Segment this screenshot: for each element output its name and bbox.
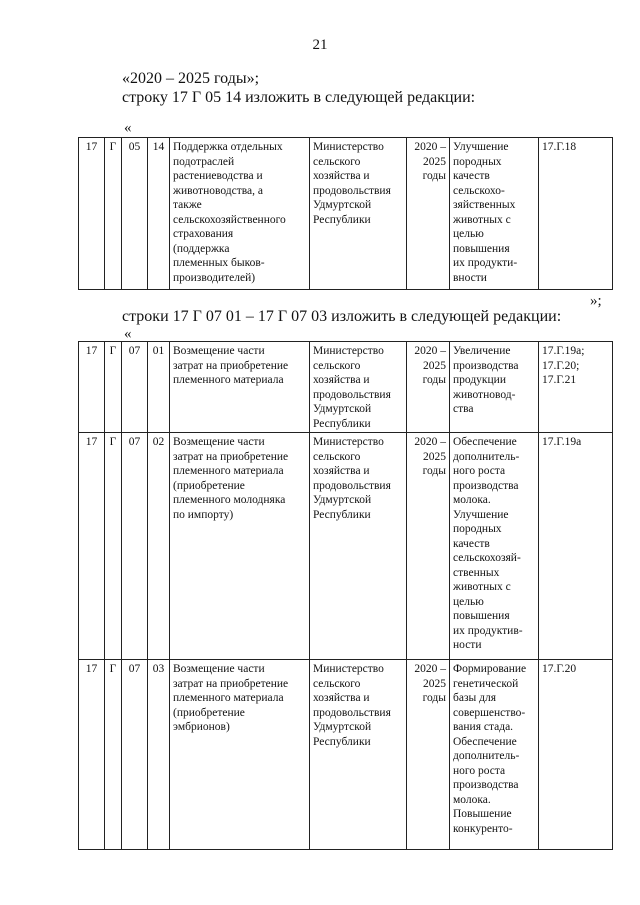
table-row: [79, 342, 613, 433]
measure-name-cell: Возмещение части затрат на приобретение племенного материала: [170, 342, 310, 433]
measure-name-cell: Возмещение части затрат на приобретение племенного материала (приобретение эмбрионов): [170, 660, 310, 850]
page-number: 21: [312, 37, 328, 53]
code-col-3-cell: 07: [122, 660, 148, 850]
code-col-2-cell: Г: [105, 433, 122, 660]
close-quote-1: »;: [590, 293, 602, 309]
measure-name-cell: Возмещение части затрат на приобретение племенного материала (приобретение племенного молодняка по импорту): [170, 433, 310, 660]
open-quote-1: «: [124, 120, 132, 136]
code-col-3-cell: 07: [122, 433, 148, 660]
code-col-2-cell: Г: [105, 342, 122, 433]
code-col-1-cell: 17: [79, 138, 105, 290]
table-row-17g0514: [78, 137, 613, 290]
instruction-line-2: строки 17 Г 07 01 – 17 Г 07 03 изложить в следующей редакции:: [122, 308, 562, 325]
table-row: [79, 660, 613, 850]
measure-name-cell: Поддержка отдельных подотраслей растениеводства и животноводства, а также сельскохозяйственного страхования (поддержка племенных быков- производителей): [170, 138, 310, 290]
code-col-1-cell: 17: [79, 433, 105, 660]
code-col-3-cell: 07: [122, 342, 148, 433]
instruction-line-1: строку 17 Г 05 14 изложить в следующей редакции:: [122, 89, 476, 106]
period-cell: 2020 – 2025 годы: [407, 342, 450, 433]
code-col-1-cell: 17: [79, 660, 105, 850]
table-row: [79, 138, 613, 290]
code-col-4-cell: 14: [148, 138, 170, 290]
open-quote-2: «: [124, 326, 132, 342]
code-col-2-cell: Г: [105, 660, 122, 850]
indicator-link-cell: 17.Г.19а: [539, 433, 613, 660]
years-text-line: «2020 – 2025 годы»;: [122, 70, 260, 87]
code-col-4-cell: 01: [148, 342, 170, 433]
code-col-2-cell: Г: [105, 138, 122, 290]
executor-cell: Министерство сельского хозяйства и продовольствия Удмуртской Республики: [310, 433, 407, 660]
executor-cell: Министерство сельского хозяйства и продовольствия Удмуртской Республики: [310, 660, 407, 850]
indicator-link-cell: 17.Г.18: [539, 138, 613, 290]
code-col-4-cell: 02: [148, 433, 170, 660]
code-col-3-cell: 05: [122, 138, 148, 290]
period-cell: 2020 – 2025 годы: [407, 433, 450, 660]
expected-result-cell: Улучшение породных качеств сельскохо- зяйственных животных с целью повышения их продукти- вности: [450, 138, 539, 290]
table-row: [79, 433, 613, 660]
table-rows-17g07: [78, 341, 613, 850]
expected-result-cell: Обеспечение дополнитель- ного роста производства молока. Улучшение породных качеств сельскохозяй- ственных животных с целью повышения их продуктив- ности: [450, 433, 539, 660]
code-col-1-cell: 17: [79, 342, 105, 433]
expected-result-cell: Увеличение производства продукции животновод- ства: [450, 342, 539, 433]
indicator-link-cell: 17.Г.20: [539, 660, 613, 850]
period-cell: 2020 – 2025 годы: [407, 660, 450, 850]
executor-cell: Министерство сельского хозяйства и продовольствия Удмуртской Республики: [310, 138, 407, 290]
expected-result-cell: Формирование генетической базы для совершенство- вания стада. Обеспечение дополнитель- ного роста производства молока. Повышение конкуренто-: [450, 660, 539, 850]
code-col-4-cell: 03: [148, 660, 170, 850]
period-cell: 2020 – 2025 годы: [407, 138, 450, 290]
indicator-link-cell: 17.Г.19а; 17.Г.20; 17.Г.21: [539, 342, 613, 433]
executor-cell: Министерство сельского хозяйства и продовольствия Удмуртской Республики: [310, 342, 407, 433]
